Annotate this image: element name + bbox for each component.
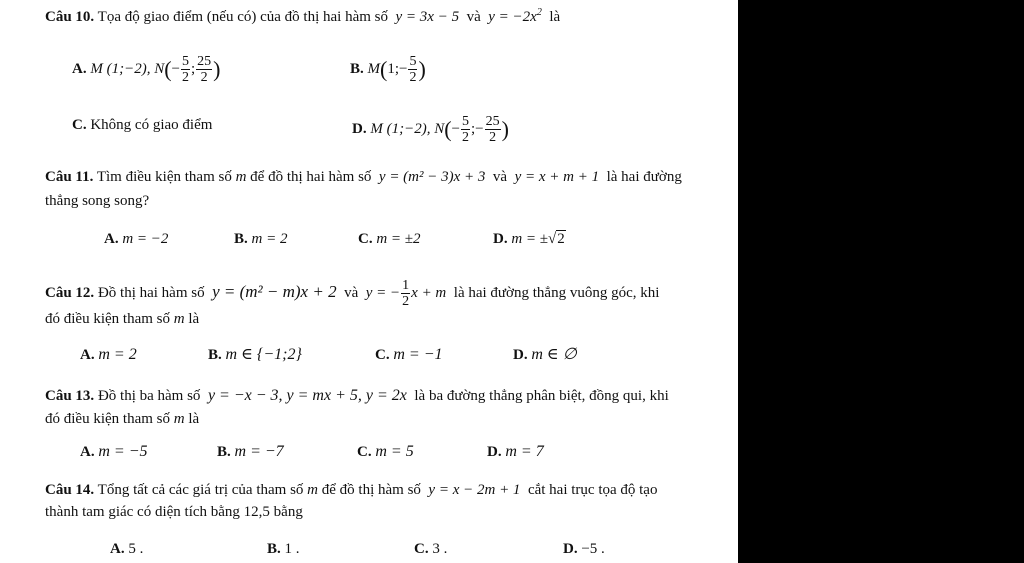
q11-option-c: C. m = ±2: [358, 231, 421, 247]
q12-option-a: A. m = 2: [80, 346, 137, 363]
q14-option-b: B. 1 .: [267, 541, 300, 557]
q13-funcs: y = −x − 3, y = mx + 5, y = 2x: [207, 387, 407, 404]
q14-stem-line2: thành tam giác có diện tích bằng 12,5 bằng: [45, 504, 303, 520]
q14-label: Câu 14.: [45, 482, 95, 498]
q11-func1: y = (m² − 3)x + 3: [378, 169, 486, 185]
q12-func2: y = − $\frac{1}{2}$ x + m: [365, 278, 447, 309]
q10-stem: Câu 10. Tọa độ giao điểm (nếu có) của đồ thị hai hàm số y = 3x − 5 và $y = -2x^2$ là: [45, 7, 561, 25]
q10-option-c: C. Không có giao điểm: [72, 117, 213, 133]
q13-option-b: B. m = −7: [217, 443, 284, 460]
q12-option-c: C. m = −1: [375, 346, 443, 363]
q12-option-b: B. m ∈ {−1;2}: [208, 346, 302, 363]
q11-stem-line2: thẳng song song?: [45, 193, 150, 209]
q11-option-a: A. m = −2: [104, 231, 169, 247]
q10-option-a: A. M (1;−2), N(− $\frac{5}{2}$ ; $\frac{25}{2}$ ): [72, 54, 221, 85]
q14-func: y = x − 2m + 1: [428, 482, 521, 498]
q10-func2: $y = -2x^2$: [488, 7, 542, 25]
q11-func2: y = x + m + 1: [514, 169, 600, 185]
q10-func1: y = 3x − 5: [395, 9, 460, 25]
q10-label: Câu 10.: [45, 9, 95, 25]
black-side-panel: [738, 0, 1024, 563]
q10-option-d: D. M (1;−2), N(− $\frac{5}{2}$ ;− $\frac{25}{2}$ ): [352, 114, 509, 145]
q13-stem: Câu 13. Đồ thị ba hàm số y = −x − 3, y = mx + 5, y = 2x là ba đường thẳng phân biệt, đồng qui, khi: [45, 387, 669, 404]
q11-label: Câu 11.: [45, 169, 94, 185]
q13-label: Câu 13.: [45, 388, 95, 404]
q13-option-a: A. m = −5: [80, 443, 148, 460]
q14-option-d: D. −5 .: [563, 541, 605, 557]
q10-option-b: B. M(1;− $\frac{5}{2}$ ): [350, 54, 426, 85]
q14-stem: Câu 14. Tổng tất cả các giá trị của tham số m để đồ thị hàm số y = x − 2m + 1 cắt hai trục tọa độ tạo: [45, 482, 658, 498]
q13-option-c: C. m = 5: [357, 443, 414, 460]
q11-stem: Câu 11. Tìm điều kiện tham số m để đồ thị hai hàm số y = (m² − 3)x + 3 và y = x + m + 1 là hai đường: [45, 169, 682, 185]
q11-option-d: D. m = ±√2: [493, 231, 565, 247]
q12-option-d: D. m ∈ ∅: [513, 346, 577, 363]
q12-stem: Câu 12. Đồ thị hai hàm số y = (m² − m)x + 2 và y = − $\frac{1}{2}$ x + m là hai đường thẳng vuông góc, khi: [45, 278, 660, 309]
q13-stem-line2: đó điều kiện tham số m là: [45, 411, 200, 427]
q11-option-b: B. m = 2: [234, 231, 288, 247]
q13-option-d: D. m = 7: [487, 443, 544, 460]
q12-stem-line2: đó điều kiện tham số m là: [45, 311, 200, 327]
q12-label: Câu 12.: [45, 284, 95, 301]
q12-func1: y = (m² − m)x + 2: [212, 281, 337, 301]
q14-option-a: A. 5 .: [110, 541, 144, 557]
q14-option-c: C. 3 .: [414, 541, 448, 557]
